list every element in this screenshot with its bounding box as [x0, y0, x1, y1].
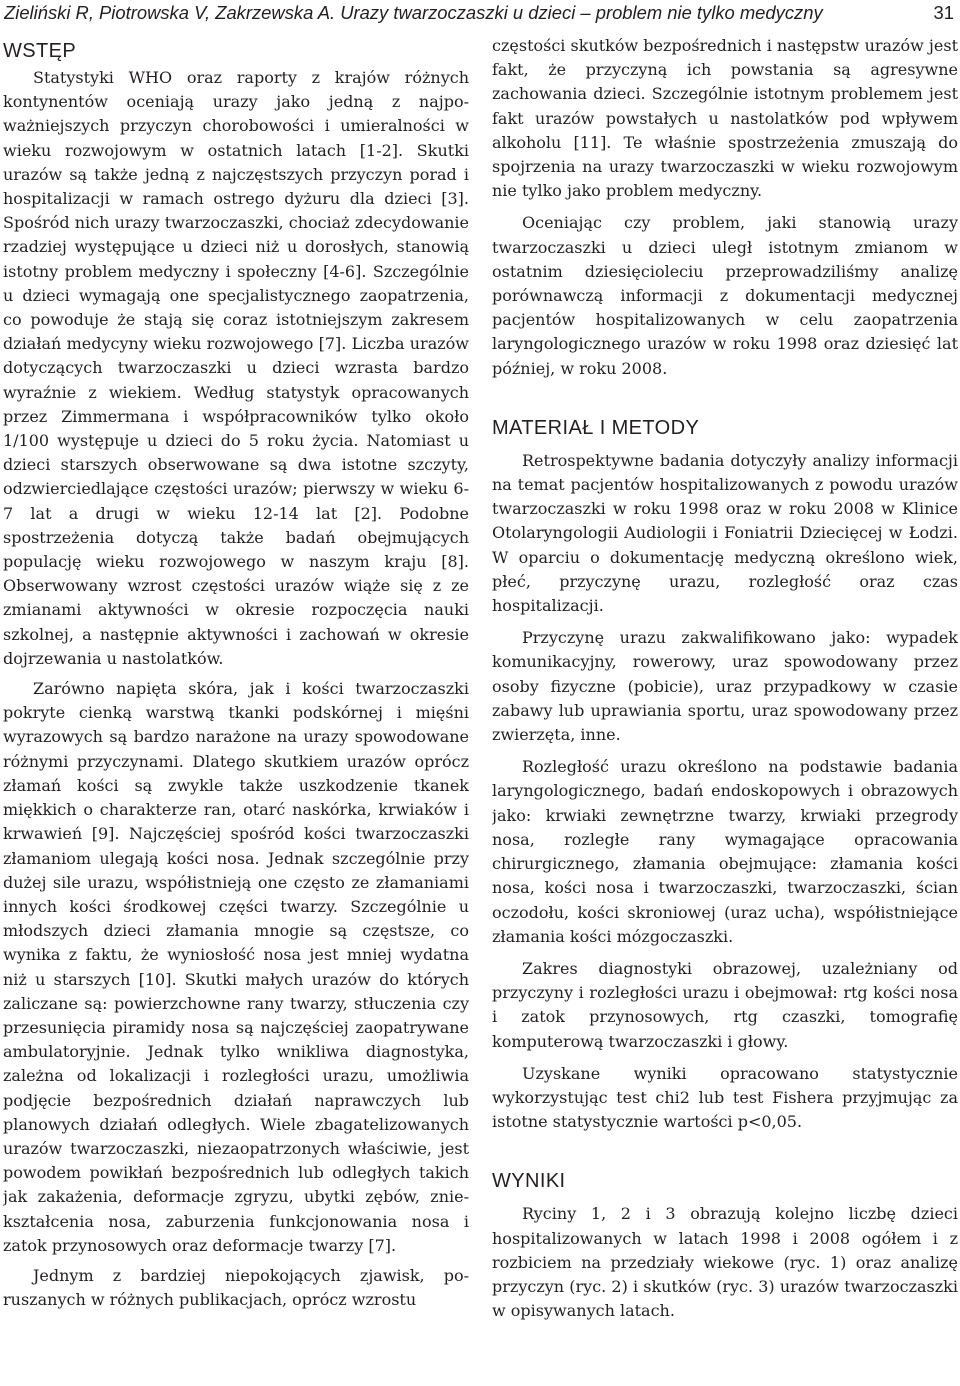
section-heading-material-i-metody: MATERIAŁ I METODY: [492, 416, 700, 439]
running-header: [4, 0, 956, 28]
paragraph-continuation: częstości skutków bezpośrednich i następstw urazów jest fakt, że przyczyną ich powstania są agresywne zachowania dzieci. Szczególnie istotnym problemem jest fakt urazów powstałych u nastolatków pod wpływem alkoholu [11]. Te właśnie spostrzeżenia zmuszają do spojrzenia na urazy twarzoczaszki w wieku rozwojowym nie tylko jako problem medyczny.: [492, 36, 958, 201]
paragraph: Zarówno napięta skóra, jak i kości twarzoczaszki pokryte cienką warstwą tkanki podskórnej i mięśni wyrazowych są bardzo narażone na urazy spowodowane różnymi przyczynami. Dlatego skutkiem urazów oprócz złamań kości są zwykle także uszkodzenie tkanek miękkich o charakterze ran, otarć naskórka, krwiaków i krwawień [9]. Najczęściej spośród kości twarzoczaszki złamaniom ulegają kości nosa. Jednak szczególnie przy dużej sile urazu, współistnieją one często ze złamaniami innych kości środkowej części twarzy. Szczególnie u młodszych dzieci złamania mnogie są częstsze, co wynika z faktu, że wyniosłość nosa jest mniej wydatna niż u starszych [10]. Skutki małych urazów do których zaliczane są: powierzchowne rany twarzy, stłuczenia czy przesunięcia piramidy nosa są najczęściej zaopatrywane ambulatoryjnie. Jednak tylko wnikliwa diagnostyka, zależna od lokalizacji i rozległości urazu, umożliwia podjęcie bezpośrednich działań naprawczych lub planowych działań odległych. Wiele zbagatelizowanych urazów twarzoczaszki, niezaopatrzonych właściwie, jest powodem powikłań bezpośrednich lub odległych takich jak zakażenia, deformacje zgryzu, ubytki zębów, zniekształcenia nosa, zaburzenia funkcjonowania nosa i zatok przynosowych oraz deformacje twarzy [7].: [3, 679, 469, 1255]
page-number: 31: [933, 2, 954, 23]
paragraph: Oceniając czy problem, jaki stanowią urazy twarzoczaszki u dzieci uległ istotnym zmianom w ostatnim dziesięcioleciu przeprowadziliśmy analizę porównawczą informacji z dokumentacji medycznej pacjentów hospitalizowanych w celu zaopatrzenia laryngologicznego urazów w roku 1998 oraz dziesięć lat później, w roku 2008.: [492, 213, 958, 378]
paragraph: Rozległość urazu określono na podstawie badania laryngologicznego, badań endoskopowych i obrazowych jako: krwiaki zewnętrzne twarzy, krwiaki przegrody nosa, rozległe rany wymagające opracowania chirurgicznego, złamania obejmujące: złamania kości nosa, kości nosa i twarzoczaszki, twarzoczaszki, ścian oczodołu, kości skroniowej (uraz ucha), współistniejące złamania kości mózgoczaszki.: [492, 757, 958, 946]
paragraph: Statystyki WHO oraz raporty z krajów różnych kontynentów oceniają urazy jako jedną z najpoważniejszych przyczyn chorobowości i umieralności w wieku rozwojowym w ostatnich latach [1-2]. Skutki urazów są także jedną z najczęstszych przyczyn porad i hospitalizacji w ramach ostrego dyżuru dla dzieci [3]. Spośród nich urazy twarzoczaszki, chociaż zdecydowanie rzadziej występujące u dzieci niż u dorosłych, stanowią istotny problem medyczny i społeczny [4-6]. Szczególnie u dzieci wymagają one specjalistycznego zaopatrzenia, co powoduje że stają się coraz istotniejszym zakresem działań medycyny wieku rozwojowego [7]. Liczba urazów dotyczących twarzoczaszki u dzieci wzrasta bardzo wyraźnie z wiekiem. Według statystyk opracowanych przez Zimmermana i współpracowników tylko około 1/100 występuje u dzieci do 5 roku życia. Natomiast u dzieci starszych obserwowane są dwa istotne szczyty, odzwierciedlające częstości urazów; pierwszy w wieku 6-7 lat a drugi w wieku 12-14 lat [2]. Podobne spostrzeżenia dotyczą także badań obejmujących populację wieku rozwojowego w naszym kraju [8]. Obserwowany wzrost częstości urazów wiąże się z ze zmianami aktywności w okresie rozpoczęcia nauki szkolnej, a następnie aktywności i zachowań w okresie dojrzewania u nastolatków.: [3, 68, 469, 668]
paragraph: Retrospektywne badania dotyczyły analizy informacji na temat pacjentów hospitalizowanych z powodu urazów twarzoczaszki w roku 1998 oraz w roku 2008 w Klinice Otolaryngologii Audiologii i Foniatrii Dziecięcej w Łodzi. W oparciu o dokumentację medyczną określono wiek, płeć, przyczynę urazu, rozległość oraz czas hospitalizacji.: [492, 450, 958, 616]
paragraph: Zakres diagnostyki obrazowej, uzależniany od przyczyny i rozległości urazu i obejmował: rtg kości nosa i zatok przynosowych, rtg czaszki, tomografię komputerową twarzoczaszki i głowy.: [492, 958, 958, 1051]
left-column: [3, 34, 469, 1386]
paragraph: Jednym z bardziej niepokojących zjawisk, poruszanych w różnych publikacjach, oprócz wzrostu: [3, 1265, 469, 1310]
paragraph: Uzyskane wyniki opracowano statystycznie wykorzystując test chi2 lub test Fishera przyjmując za istotne statystycznie wartości p<0,05.: [492, 1063, 958, 1132]
section-heading-wstep: WSTĘP: [3, 40, 77, 62]
paragraph: Ryciny 1, 2 i 3 obrazują kolejno liczbę dzieci hospitalizowanych w latach 1998 i 2008 ogółem i z rozbiciem na przedziały wiekowe (ryc. 1) oraz analizę przyczyn (ryc. 2) i skutków (ryc. 3) urazów twarzoczaszki w opisywanych latach.: [492, 1204, 958, 1321]
right-column: [492, 34, 958, 1386]
section-heading-wyniki: WYNIKI: [492, 1170, 566, 1193]
paragraph: Przyczynę urazu zakwalifikowano jako: wypadek komunikacyjny, rowerowy, uraz spowodowany przez osoby fizyczne (pobicie), uraz przypadkowy w czasie zabawy lub uprawiania sportu, uraz spowodowany przez zwierzęta, inne.: [492, 628, 958, 745]
running-header-title: Zieliński R, Piotrowska V, Zakrzewska A. Urazy twarzoczaszki u dzieci – problem nie tylko medyczny: [4, 2, 823, 23]
